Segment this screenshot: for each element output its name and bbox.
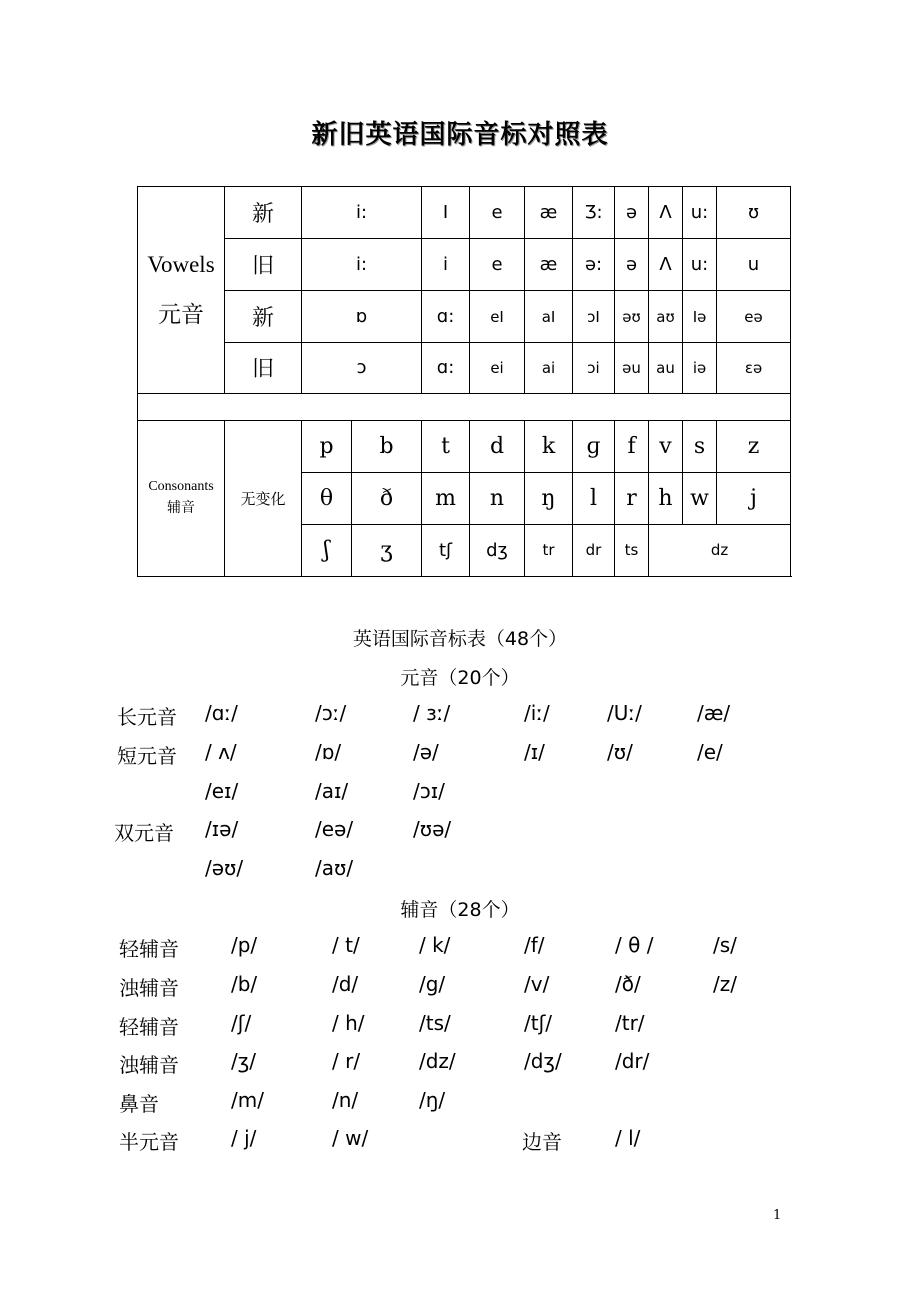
consonant-cell: w xyxy=(683,472,717,524)
semivowels-row xyxy=(0,1126,920,1156)
vowel-cell: ə xyxy=(615,239,649,291)
phoneme: /ʊə/ xyxy=(413,817,452,841)
diphthongs-row xyxy=(0,779,920,809)
vowel-cell: ei xyxy=(470,343,525,393)
vowel-cell: æ xyxy=(525,239,573,291)
nasals-row xyxy=(0,1088,920,1118)
vowel-cell: Λ xyxy=(649,239,683,291)
vowel-cell: ɔ xyxy=(302,343,422,393)
row-label: 旧 xyxy=(225,343,302,393)
voiceless-consonants-row xyxy=(0,1011,920,1041)
vowel-cell: əʊ xyxy=(615,291,649,343)
voiced-consonants-row xyxy=(0,1049,920,1079)
consonant-cell: p xyxy=(302,420,352,472)
vowel-cell: ɒ xyxy=(302,291,422,343)
phoneme: /eə/ xyxy=(315,817,354,841)
vowel-cell: ɑ: xyxy=(422,291,470,343)
phoneme: /ð/ xyxy=(615,972,641,996)
phoneme: /g/ xyxy=(419,972,446,996)
vowel-cell: ɛə xyxy=(717,343,791,393)
consonants-heading: 辅音（28个） xyxy=(400,899,520,921)
consonant-cell: n xyxy=(470,472,525,524)
consonant-cell: j xyxy=(717,472,791,524)
vowel-cell: æ xyxy=(525,187,573,239)
vowel-cell: iə xyxy=(683,343,717,393)
phoneme: /dz/ xyxy=(419,1049,456,1073)
row-label: 浊辅音 xyxy=(119,976,179,1000)
page-number: 1 xyxy=(773,1208,782,1223)
phoneme: /iː/ xyxy=(524,701,550,725)
vowel-cell: u: xyxy=(683,239,717,291)
phoneme: / l/ xyxy=(615,1126,641,1150)
consonant-cell: b xyxy=(352,420,422,472)
consonant-cell: dʒ xyxy=(470,524,525,576)
row-label: 鼻音 xyxy=(119,1092,159,1116)
vowel-cell: i: xyxy=(302,239,422,291)
consonant-cell: l xyxy=(573,472,615,524)
row-label: 双元音 xyxy=(114,821,174,845)
row-label: 浊辅音 xyxy=(119,1053,179,1077)
phoneme: /əʊ/ xyxy=(205,856,244,880)
phoneme: /aʊ/ xyxy=(315,856,354,880)
vowel-cell: i xyxy=(422,239,470,291)
phoneme: /z/ xyxy=(713,972,737,996)
phoneme: /ts/ xyxy=(419,1011,451,1035)
vowel-cell: ə: xyxy=(573,239,615,291)
phoneme: /tʃ/ xyxy=(524,1011,553,1035)
consonant-cell: d xyxy=(470,420,525,472)
phoneme: /ʊ/ xyxy=(607,740,633,764)
phoneme: /aɪ/ xyxy=(315,779,349,803)
consonant-cell: k xyxy=(525,420,573,472)
row-label: 旧 xyxy=(225,239,302,291)
vowels-heading: 元音（20个） xyxy=(400,667,520,689)
vowel-cell: e xyxy=(470,187,525,239)
phoneme: /tr/ xyxy=(615,1011,645,1035)
vowel-cell: e xyxy=(470,239,525,291)
phoneme: / h/ xyxy=(332,1011,365,1035)
vowel-cell: ɔi xyxy=(573,343,615,393)
spacer-row xyxy=(138,393,791,420)
long-vowels-row xyxy=(0,701,920,731)
diphthongs-row xyxy=(0,817,920,847)
vowels-label-cell xyxy=(138,187,225,394)
vowel-cell: ɔI xyxy=(573,291,615,343)
page-title: 新旧英语国际音标对照表 xyxy=(311,120,609,150)
consonant-cell: ts xyxy=(615,524,649,576)
phoneme: /dr/ xyxy=(615,1049,650,1073)
consonant-cell: ʃ xyxy=(302,524,352,576)
phoneme: /æ/ xyxy=(697,701,731,725)
row-label: 轻辅音 xyxy=(119,1015,179,1039)
row-label: 新 xyxy=(225,187,302,239)
consonant-cell: ð xyxy=(352,472,422,524)
diphthongs-row xyxy=(0,856,920,886)
phoneme: /ʒ/ xyxy=(231,1049,257,1073)
consonant-cell: tʃ xyxy=(422,524,470,576)
phoneme: / ɜː/ xyxy=(413,701,451,725)
voiced-consonants-row xyxy=(0,972,920,1002)
consonant-cell: dz xyxy=(649,524,791,576)
phoneme: / ʌ/ xyxy=(205,740,237,764)
consonant-cell: z xyxy=(717,420,791,472)
vowel-row xyxy=(138,239,791,291)
vowel-cell: ə xyxy=(615,187,649,239)
vowel-cell: eə xyxy=(717,291,791,343)
consonants-label-cell xyxy=(138,420,225,576)
vowel-cell: eI xyxy=(470,291,525,343)
row-label: 半元音 xyxy=(119,1130,179,1154)
phoneme: / t/ xyxy=(332,933,360,957)
lateral-label: 边音 xyxy=(522,1130,562,1154)
phoneme: /ɪ/ xyxy=(524,740,545,764)
vowels-label-zh: 元音 xyxy=(158,301,204,327)
phoneme: /m/ xyxy=(231,1088,264,1112)
consonant-cell: r xyxy=(615,472,649,524)
vowel-cell: au xyxy=(649,343,683,393)
short-vowels-row xyxy=(0,740,920,770)
phoneme: /d/ xyxy=(332,972,359,996)
vowel-cell: ɑ: xyxy=(422,343,470,393)
phoneme: /ɪə/ xyxy=(205,817,239,841)
vowel-cell: I xyxy=(422,187,470,239)
phoneme: /ŋ/ xyxy=(419,1088,446,1112)
vowel-cell: aI xyxy=(525,291,573,343)
phoneme: / j/ xyxy=(231,1126,257,1150)
row-label: 长元音 xyxy=(117,705,177,729)
phoneme: /ɔɪ/ xyxy=(413,779,445,803)
consonant-row xyxy=(138,420,791,472)
phoneme: / r/ xyxy=(332,1049,361,1073)
phoneme: /s/ xyxy=(713,933,737,957)
consonant-cell: θ xyxy=(302,472,352,524)
row-label: 轻辅音 xyxy=(119,937,179,961)
vowel-cell: əu xyxy=(615,343,649,393)
phoneme: / k/ xyxy=(419,933,451,957)
phoneme: / w/ xyxy=(332,1126,369,1150)
phoneme: /dʒ/ xyxy=(524,1049,562,1073)
consonant-cell: tr xyxy=(525,524,573,576)
phoneme: /ʃ/ xyxy=(231,1011,252,1035)
ipa-heading: 英语国际音标表（48个） xyxy=(352,628,568,650)
vowels-label-en: Vowels xyxy=(147,251,215,277)
vowel-cell: ai xyxy=(525,343,573,393)
phoneme: /eɪ/ xyxy=(205,779,239,803)
vowel-row xyxy=(138,291,791,343)
consonant-cell: dr xyxy=(573,524,615,576)
consonant-cell: m xyxy=(422,472,470,524)
vowel-cell: Λ xyxy=(649,187,683,239)
phoneme: /p/ xyxy=(231,933,258,957)
vowel-cell: u xyxy=(717,239,791,291)
vowel-cell: Ʒ: xyxy=(573,187,615,239)
consonant-cell: s xyxy=(683,420,717,472)
consonant-cell: t xyxy=(422,420,470,472)
vowel-cell: u: xyxy=(683,187,717,239)
phoneme: /ə/ xyxy=(413,740,439,764)
phoneme: / θ / xyxy=(615,933,654,957)
phoneme: /ɑː/ xyxy=(205,701,238,725)
consonant-cell: h xyxy=(649,472,683,524)
vowel-row xyxy=(138,343,791,393)
row-label: 新 xyxy=(225,291,302,343)
consonants-label-zh: 辅音 xyxy=(167,501,195,517)
consonant-cell: ŋ xyxy=(525,472,573,524)
phoneme: /ɒ/ xyxy=(315,740,342,764)
vowel-cell: ʊ xyxy=(717,187,791,239)
phoneme: /e/ xyxy=(697,740,723,764)
vowel-cell: i: xyxy=(302,187,422,239)
consonant-cell: v xyxy=(649,420,683,472)
no-change-label: 无变化 xyxy=(225,420,302,576)
consonants-label-en: Consonants xyxy=(148,479,214,495)
phoneme: /b/ xyxy=(231,972,258,996)
voiceless-consonants-row xyxy=(0,933,920,963)
vowel-cell: Iə xyxy=(683,291,717,343)
row-label: 短元音 xyxy=(117,744,177,768)
phoneme: /n/ xyxy=(332,1088,359,1112)
consonant-cell: ɡ xyxy=(573,420,615,472)
phoneme: /ɔː/ xyxy=(315,701,347,725)
vowel-row xyxy=(138,187,791,239)
phoneme: /Uː/ xyxy=(607,701,642,725)
consonant-cell: ʒ xyxy=(352,524,422,576)
consonant-cell: f xyxy=(615,420,649,472)
vowel-cell: aʊ xyxy=(649,291,683,343)
phoneme: /v/ xyxy=(524,972,550,996)
phoneme: /f/ xyxy=(524,933,545,957)
comparison-table xyxy=(137,186,791,577)
